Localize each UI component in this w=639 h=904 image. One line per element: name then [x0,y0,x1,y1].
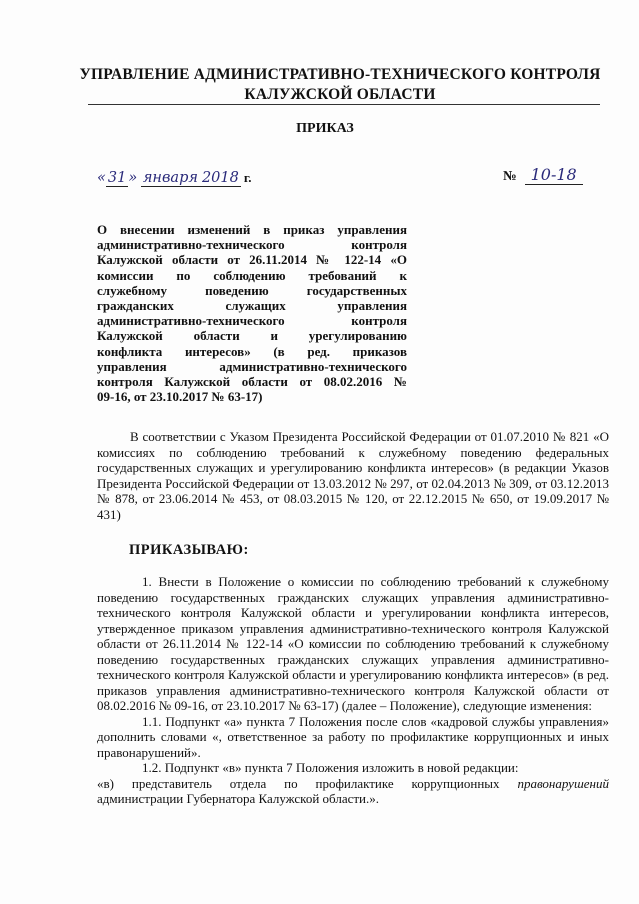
order-number [503,165,583,185]
legal-basis [97,429,609,523]
order-body [97,574,609,807]
subject-line: Калужской области и урегулированию [97,328,407,344]
subject-line: служебному поведению государственных [97,282,407,298]
order-date [97,170,252,187]
subject-line: административно-технического контроля [97,237,407,253]
order-subject [97,222,407,404]
number-value: 10-18 [525,165,583,185]
organization-name-line1: УПРАВЛЕНИЕ АДМИНИСТРАТИВНО-ТЕХНИЧЕСКОГО КОНТРОЛЯ [79,66,601,83]
item-1-2-text-part: «в) представитель отдела по профилактике коррупционных [97,775,518,791]
basis-paragraph: В соответствии с Указом Президента Российской Федерации от 01.07.2010 № 821 «О комиссиях по соблюдению требований к служебному поведению федеральных государственных служащих и урегулированию конфликта интересов» (в редакции Указов Президента Российской Федерации от 13.03.2012 № 297, от 02.04.2013 № 309, от 03.12.2013 № 878, от 23.06.2014 № 453, от 08.03.2015 № 120, от 22.12.2015 № 650, от 19.09.2017 № 431) [97,429,609,522]
date-year: 2018 [201,170,239,186]
subject-line: управления административно-технического [97,358,407,374]
order-item-1-1: 1.1. Подпункт «а» пункта 7 Положения после слов «кадровой службы управления» дополнить словами «, ответственное за работу по профилактике коррупционных и иных правонарушений». [97,713,609,760]
subject-line: контроля Калужской области от 08.02.2016 № [97,374,407,390]
date-year-suffix: г. [243,170,252,185]
header-divider [88,104,600,105]
subject-line: комиссии по соблюдению требований к [97,267,407,283]
date-open-quote: « [97,170,106,186]
date-month: января [142,170,198,186]
order-item-1-2-text [97,776,609,807]
order-item-1: 1. Внести в Положение о комиссии по соблюдению требований к служебному поведению государственных гражданских служащих управления административно-технического контроля Калужской области и урегулировании конфликта интересов, утвержденное приказом управления административно-технического контроля Калужской области от 26.11.2014 № 122-14 «О комиссии по соблюдению требований к служебному поведению государственных гражданских служащих управления административно-технического контроля Калужской области и урегулированию конфликта интересов» (в ред. приказов управления административно-технического контроля Калужской области от 08.02.2016 № 09-16, от 23.10.2017 № 63-17) (далее – Положение), следующие изменения: [97,574,609,713]
date-day: 31 [107,170,127,186]
subject-line: административно-технического контроля [97,313,407,329]
subject-line: О внесении изменений в приказ управления [97,222,407,237]
date-close-quote: » [128,170,138,186]
orders-heading: ПРИКАЗЫВАЮ: [129,542,249,558]
order-item-1-2: 1.2. Подпункт «в» пункта 7 Положения изложить в новой редакции: [142,760,519,775]
item-1-2-text-part: администрации Губернатора Калужской области.». [97,791,380,806]
document-type-title: ПРИКАЗ [296,121,354,136]
subject-line: гражданских служащих управления [97,298,407,314]
item-1-2-text-italic: правонарушений [517,775,609,791]
organization-name-line2: КАЛУЖСКОЙ ОБЛАСТИ [244,86,436,103]
subject-line: конфликта интересов» (в ред. приказов [97,343,407,359]
subject-line: 09-16, от 23.10.2017 № 63-17) [97,389,263,405]
number-sign: № [503,168,517,183]
subject-line: Калужской области от 26.11.2014 № 122-14 «О [97,252,407,268]
